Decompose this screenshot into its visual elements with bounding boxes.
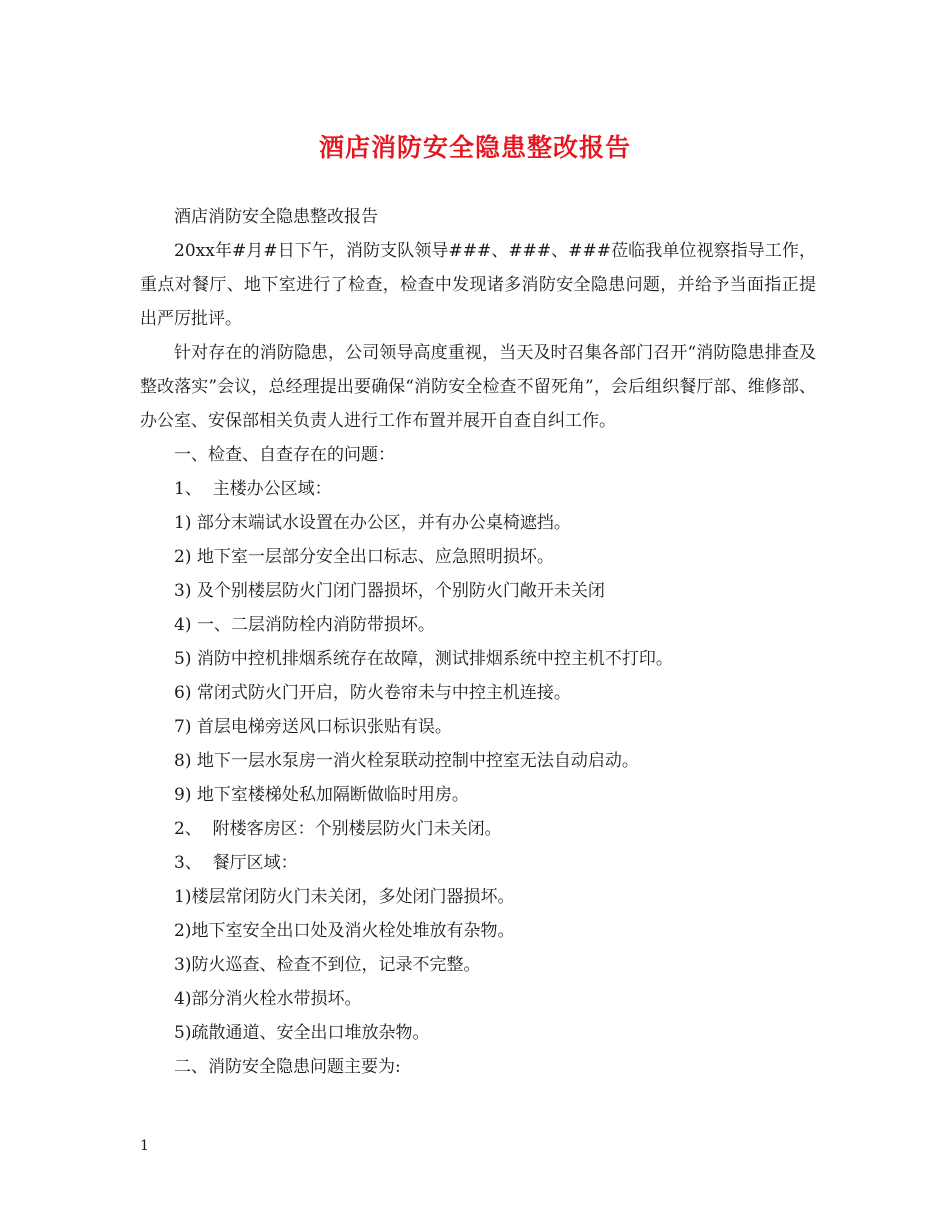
subsection-heading: 3、 餐厅区域：	[174, 853, 298, 873]
list-item: 5) 消防中控机排烟系统存在故障，测试排烟系统中控主机不打印。	[174, 649, 673, 669]
list-item: 9) 地下室楼梯处私加隔断做临时用房。	[174, 785, 469, 805]
list-item: 2)地下室安全出口处及消火栓处堆放有杂物。	[174, 921, 515, 941]
list-item: 2) 地下室一层部分安全出口标志、应急照明损坏。	[174, 547, 554, 567]
list-item: 3) 及个别楼层防火门闭门器损坏，个别防火门敞开未关闭	[174, 581, 605, 601]
page-number: 1	[140, 1138, 149, 1154]
list-item: 4) 一、二层消防栓内消防带损坏。	[174, 615, 435, 635]
section-heading: 一、检查、自查存在的问题：	[174, 445, 395, 465]
list-item: 1)楼层常闭防火门未关闭，多处闭门器损坏。	[174, 887, 515, 907]
list-item: 3)防火巡查、检查不到位，记录不完整。	[174, 955, 481, 975]
section-heading: 二、消防安全隐患问题主要为:	[174, 1057, 401, 1077]
document-title: 酒店消防安全隐患整改报告	[318, 133, 631, 162]
list-item: 4)部分消火栓水带损坏。	[174, 989, 362, 1009]
paragraph: 20xx年#月#日下午，消防支队领导###、###、###莅临我单位视察指导工作，重点对餐厅、地下室进行了检查，检查中发现诸多消防安全隐患问题，并给予当面指正提出严厉批评。	[140, 241, 816, 329]
paragraph: 酒店消防安全隐患整改报告	[174, 207, 378, 227]
paragraph: 针对存在的消防隐患，公司领导高度重视，当天及时召集各部门召开“消防隐患排查及整改落实”会议，总经理提出要确保“消防安全检查不留死角”，会后组织餐厅部、维修部、办公室、安保部相关负责人进行工作布置并展开自查自纠工作。	[140, 343, 816, 431]
document-body	[140, 200, 816, 1084]
list-item: 6) 常闭式防火门开启，防火卷帘未与中控主机连接。	[174, 683, 571, 703]
list-item: 1) 部分末端试水设置在办公区，并有办公桌椅遮挡。	[174, 513, 571, 533]
subsection-heading: 1、 主楼办公区域：	[174, 479, 332, 499]
list-item: 5)疏散通道、安全出口堆放杂物。	[174, 1023, 430, 1043]
list-item: 7) 首层电梯旁送风口标识张贴有误。	[174, 717, 452, 737]
subsection-heading: 2、 附楼客房区：个别楼层防火门未关闭。	[174, 819, 502, 839]
list-item: 8) 地下一层水泵房一消火栓泵联动控制中控室无法自动启动。	[174, 751, 639, 771]
